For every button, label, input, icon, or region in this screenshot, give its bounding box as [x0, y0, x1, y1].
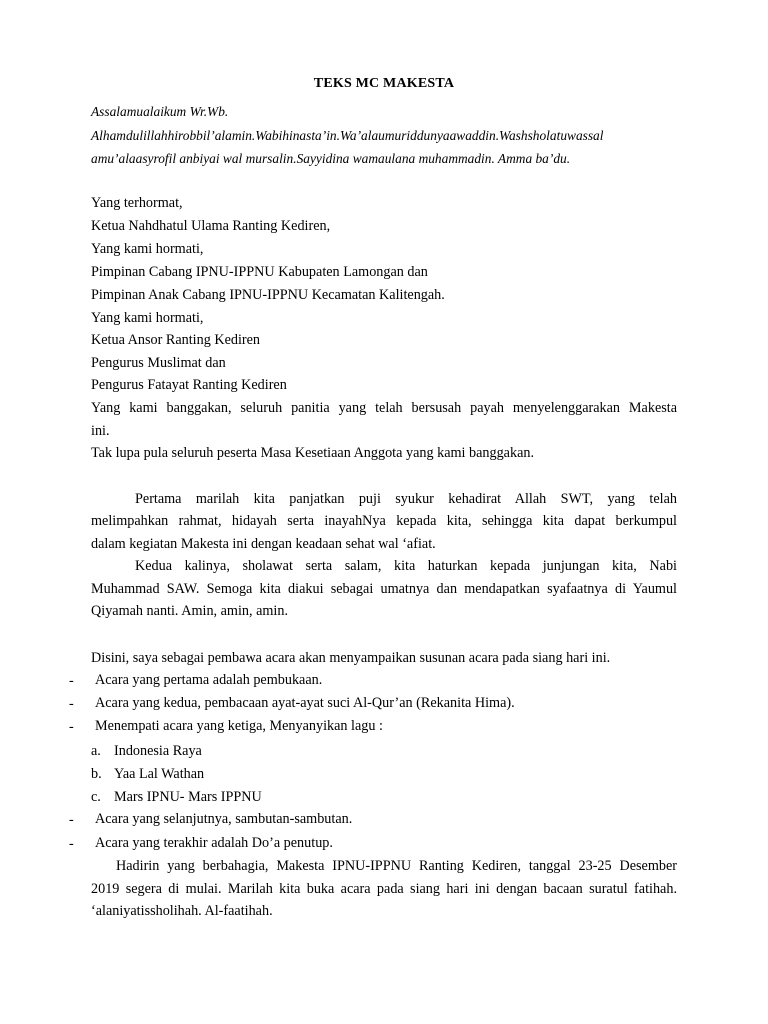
document-title: TEKS MC MAKESTA — [313, 76, 455, 91]
closing-line: ‘alaniyatissholihah. Al-faatihah. — [91, 903, 273, 919]
salutation-line: Yang kami hormati, — [91, 310, 204, 326]
salutation-line: Yang kami hormati, — [91, 241, 204, 257]
opening-line: Qiyamah nanti. Amin, amin, amin. — [91, 603, 289, 619]
song-item: Indonesia Raya — [114, 743, 202, 759]
song-marker: c. — [91, 789, 101, 805]
list-dash: - — [69, 812, 74, 828]
program-item: Acara yang selanjutnya, sambutan-sambutan. — [95, 811, 353, 827]
salutation-line: Pengurus Muslimat dan — [91, 355, 226, 371]
program-item: Menempati acara yang ketiga, Menyanyikan lagu : — [95, 718, 383, 734]
salutation-line: Pimpinan Anak Cabang IPNU-IPPNU Kecamatan Kalitengah. — [91, 287, 445, 303]
salutation-line: Ketua Nahdhatul Ulama Ranting Kediren, — [91, 218, 331, 234]
greeting-line: amu’alaasyrofil anbiyai wal mursalin.Sayyidina wamaulana muhammadin. Amma ba’du. — [91, 151, 571, 166]
program-item: Acara yang pertama adalah pembukaan. — [95, 672, 323, 688]
salutation-line: Ketua Ansor Ranting Kediren — [91, 332, 261, 348]
song-item: Mars IPNU- Mars IPPNU — [114, 789, 262, 805]
greeting-line: Assalamualaikum Wr.Wb. — [91, 104, 229, 119]
opening-line: melimpahkan rahmat, hidayah serta inayahNya kepada kita, sehingga kita dapat berkumpul — [91, 513, 677, 529]
opening-line: Kedua kalinya, sholawat serta salam, kita haturkan kepada junjungan kita, Nabi — [135, 558, 677, 574]
song-marker: a. — [91, 743, 101, 759]
greeting-line: Alhamdulillahhirobbil’alamin.Wabihinasta’in.Wa’alaumuriddunyaawaddin.Washsholatuwassal — [91, 128, 604, 143]
list-dash: - — [69, 836, 74, 852]
opening-line: Pertama marilah kita panjatkan puji syukur kehadirat Allah SWT, yang telah — [135, 491, 677, 507]
song-marker: b. — [91, 766, 102, 782]
program-intro: Disini, saya sebagai pembawa acara akan menyampaikan susunan acara pada siang hari ini. — [91, 650, 611, 666]
closing-line: Hadirin yang berbahagia, Makesta IPNU-IPPNU Ranting Kediren, tanggal 23-25 Desember — [116, 858, 677, 874]
salutation-line: ini. — [91, 423, 110, 439]
list-dash: - — [69, 673, 74, 689]
closing-line: 2019 segera di mulai. Marilah kita buka acara pada siang hari ini dengan bacaan suratul fatihah. — [91, 881, 677, 897]
list-dash: - — [69, 719, 74, 735]
salutation-line: Pimpinan Cabang IPNU-IPPNU Kabupaten Lamongan dan — [91, 264, 428, 280]
opening-line: Muhammad SAW. Semoga kita diakui sebagai umatnya dan mendapatkan syafaatnya di Yaumul — [91, 581, 677, 597]
program-item: Acara yang terakhir adalah Do’a penutup. — [95, 835, 333, 851]
salutation-line: Tak lupa pula seluruh peserta Masa Kesetiaan Anggota yang kami banggakan. — [91, 445, 535, 461]
salutation-line: Pengurus Fatayat Ranting Kediren — [91, 377, 287, 393]
salutation-line: Yang kami banggakan, seluruh panitia yang telah bersusah payah menyelenggarakan Makesta — [91, 400, 677, 416]
list-dash: - — [69, 696, 74, 712]
program-item: Acara yang kedua, pembacaan ayat-ayat suci Al-Qur’an (Rekanita Hima). — [95, 695, 515, 711]
song-item: Yaa Lal Wathan — [114, 766, 205, 782]
salutation-line: Yang terhormat, — [91, 195, 183, 211]
opening-line: dalam kegiatan Makesta ini dengan keadaan sehat wal ‘afiat. — [91, 536, 436, 552]
